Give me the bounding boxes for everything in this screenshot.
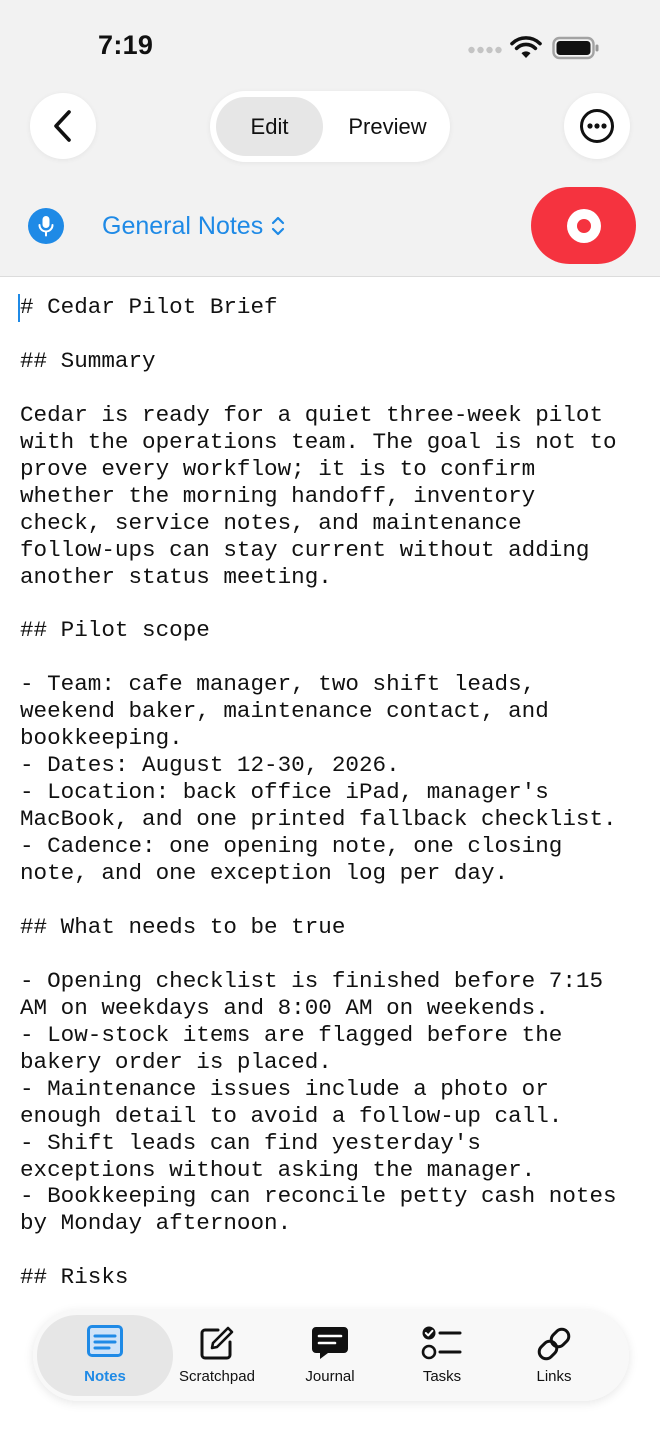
notes-icon — [87, 1325, 123, 1357]
tab-scratchpad[interactable] — [161, 1310, 273, 1401]
tasks-icon — [421, 1325, 463, 1361]
journal-icon — [310, 1325, 350, 1361]
tab-notes[interactable] — [49, 1310, 161, 1401]
cellular-signal-icon — [468, 46, 502, 54]
note-editor[interactable] — [0, 276, 660, 1435]
dictation-button[interactable] — [28, 208, 64, 244]
tab-links[interactable] — [498, 1310, 610, 1401]
preview-tab[interactable]: Preview — [348, 113, 427, 139]
edit-tab[interactable]: Edit — [216, 97, 323, 156]
microphone-icon — [37, 215, 55, 237]
scratchpad-icon — [199, 1325, 235, 1361]
links-icon — [535, 1325, 573, 1363]
back-button[interactable] — [30, 93, 96, 159]
tab-notes-label: Notes — [84, 1368, 126, 1385]
status-bar — [0, 0, 660, 90]
chevron-left-icon — [52, 109, 74, 143]
note-content[interactable]: # Cedar Pilot Brief ## Summary Cedar is ready for a quiet three-week pilot with the operations team. The goal is not to prove every workflow; it is to confirm whether the morning handoff, inventory check, service notes, and maintenance follow-ups can stay current without adding another status meeting. ## Pilot scope - Team: cafe manager, two shift leads, weekend baker, maintenance contact, and bookkeeping. - Dates: August 12-30, 2026. - Location: back office iPad, manager's MacBook, and one printed fallback checklist. - Cadence: one opening note, one closing note, and one exception log per day. ## What needs to be true - Opening checklist is finished before 7:15 AM on weekdays and 8:00 AM on weekends. - Low-stock items are flagged before the bakery order is placed. - Maintenance issues include a photo or enough detail to avoid a follow-up call. - Shift leads can find yesterday's exceptions without asking the manager. - Bookkeeping can reconcile petty cash notes by Monday afternoon. ## Risks — [20, 294, 617, 1291]
wifi-icon — [510, 36, 542, 60]
more-options-icon — [579, 108, 615, 144]
battery-icon — [552, 36, 600, 60]
tab-tasks-label: Tasks — [422, 1368, 462, 1385]
tab-scratchpad-label: Scratchpad — [179, 1368, 255, 1385]
text-cursor — [18, 294, 20, 322]
tab-journal[interactable] — [274, 1310, 386, 1401]
notebook-selector[interactable] — [102, 210, 285, 242]
notebook-name: General Notes — [102, 211, 264, 240]
tab-journal-label: Journal — [305, 1368, 355, 1385]
tab-tasks[interactable] — [386, 1310, 498, 1401]
status-time: 7:19 — [98, 30, 154, 60]
record-icon — [567, 209, 601, 243]
chevron-up-down-icon — [271, 215, 285, 237]
tab-bar — [33, 1310, 629, 1401]
edit-preview-toggle — [210, 91, 450, 162]
more-options-button[interactable] — [564, 93, 630, 159]
tab-links-label: Links — [536, 1368, 572, 1385]
record-button[interactable] — [531, 187, 636, 264]
